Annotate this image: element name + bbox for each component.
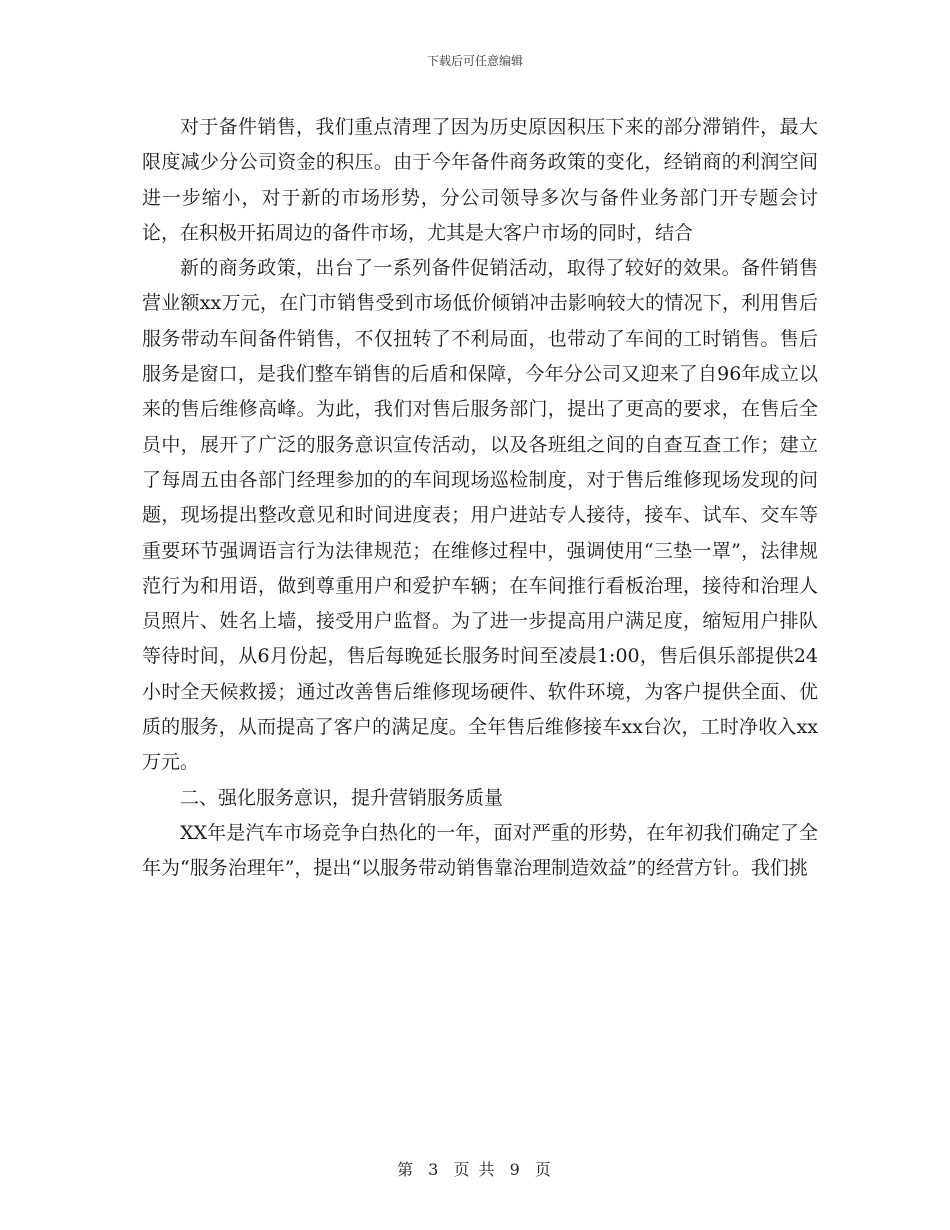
paragraph-after-sales: 新的商务政策，出台了一系列备件促销活动，取得了较好的效果。备件销售营业额xx万元，在门市销售受到市场低价倾销冲击影响较大的情况下，利用售后服务带动车间备件销售，不仅扭转了不利局面，也带动了车间的工时销售。售后服务是窗口，是我们整车销售的后盾和保障，今年分公司又迎来了自96年成立以来的售后维修高峰。为此，我们对售后服务部门，提出了更高的要求，在售后全员中，展开了广泛的服务意识宣传活动，以及各班组之间的自查互查工作；建立了每周五由各部门经理参加的的车间现场巡检制度，对于售后维修现场发现的问题，现场提出整改意见和时间进度表；用户进站专人接待，接车、试车、交车等重要环节强调语言行为法律规范；在维修过程中，强调使用“三垫一罩”，法律规范行为和用语，做到尊重用户和爱护车辆；在车间推行看板治理，接待和治理人员照片、姓名上墙，接受用户监督。为了进一步提高用户满足度，缩短用户排队等待时间，从6月份起，售后每晚延长服务时间至凌晨1:00，售后俱乐部提供24小时全天候救援；通过改善售后维修现场硬件、软件环境，为客户提供全面、优质的服务，从而提高了客户的满足度。全年售后维修接车xx台次，工时净收入xx万元。: [142, 257, 818, 774]
current-page-number: 3: [428, 1160, 441, 1179]
footer-middle: 页 共: [453, 1160, 497, 1179]
document-body: [142, 110, 818, 887]
footer-prefix: 第: [397, 1160, 416, 1179]
section-heading: 二、强化服务意识，提升营销服务质量: [180, 786, 504, 809]
page-header: 下载后可任意编辑: [426, 54, 523, 68]
paragraph-spare-parts: 对于备件销售，我们重点清理了因为历史原因积压下来的部分滞销件，最大限度减少分公司资金的积压。由于今年备件商务政策的变化，经销商的利润空间进一步缩小，对于新的市场形势，分公司领导多次与备件业务部门开专题会讨论，在积极开拓周边的备件市场，尤其是大客户市场的同时，结合: [142, 116, 818, 244]
total-page-count: 9: [509, 1160, 522, 1179]
paragraph-service-year: XX年是汽车市场竞争白热化的一年，面对严重的形势，在年初我们确定了全年为“服务治理年”，提出“以服务带动销售靠治理制造效益”的经营方针。我们挑: [142, 821, 818, 880]
page-footer: [0, 1157, 950, 1180]
footer-suffix: 页: [534, 1160, 553, 1179]
